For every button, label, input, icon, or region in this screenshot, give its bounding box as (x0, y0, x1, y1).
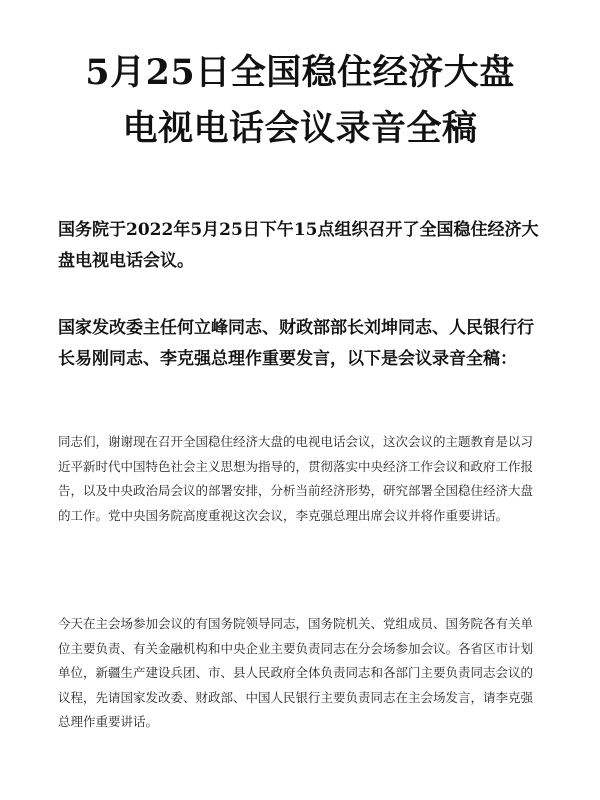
body-paragraph-2: 今天在主会场参加会议的有国务院领导同志，国务院机关、党组成员、国务院各有关单位主要负责、有关金融机构和中央企业主要负责同志在分会场参加会议。各省区市计划单位，新疆生产建设兵团、市、县人民政府全体负责同志和各部门主要负责同志会议的议程，先请国家发改委、财政部、中国人民银行主要负责同志在主会场发言，请李克强总理作重要讲话。 (58, 616, 534, 729)
document-title-line-1: 5月25日全国稳住经济大盘 (85, 52, 515, 93)
document-title-line-2: 电视电话会议录音全稿 (122, 108, 478, 149)
body-paragraph-1: 同志们，谢谢现在召开全国稳住经济大盘的电视电话会议，这次会议的主题教育是以习近平新时代中国特色社会主义思想为指导的，贯彻落实中央经济工作会议和政府工作报告，以及中央政治局会议的部署安排，分析当前经济形势，研究部署全国稳住经济大盘的工作。党中央国务院高度重视这次会议，李克强总理出席会议并将作重要讲话。 (58, 434, 534, 523)
intro-paragraph-2: 国家发改委主任何立峰同志、财政部部长刘坤同志、人民银行行长易刚同志、李克强总理作重要发言，以下是会议录音全稿： (58, 318, 534, 369)
intro-paragraph-1: 国务院于2022年5月25日下午15点组织召开了全国稳住经济大盘电视电话会议。 (58, 220, 539, 271)
